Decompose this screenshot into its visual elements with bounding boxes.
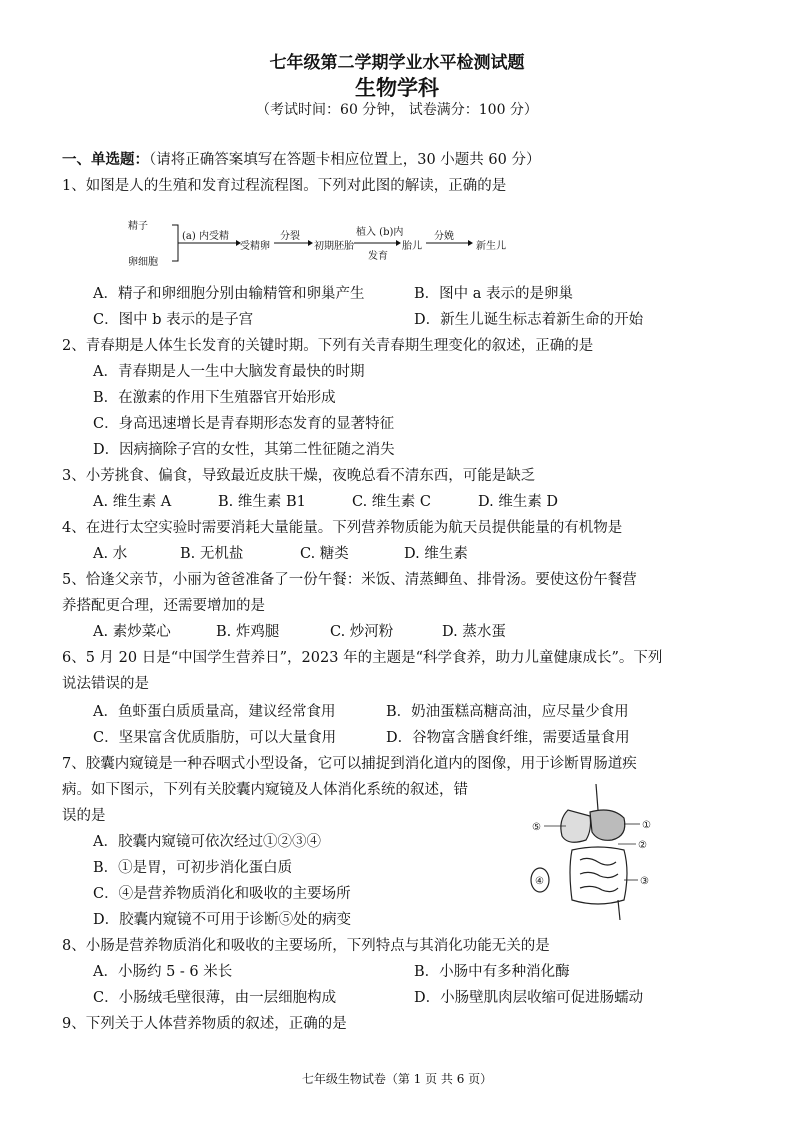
question-7-stem-cont2: 误的是 — [62, 808, 106, 824]
q8-option-d: D．小肠壁肌肉层收缩可促进肠蠕动 — [414, 990, 644, 1006]
q4-option-c: C. 糖类 — [300, 546, 349, 562]
question-3-stem: 3、小芳挑食、偏食，导致最近皮肤干燥，夜晚总看不清东西，可能是缺乏 — [62, 468, 536, 484]
flow-newborn: 新生儿 — [476, 241, 506, 252]
q1-option-a: A．精子和卵细胞分别由输精管和卵巢产生 — [93, 286, 365, 302]
q5-option-a: A. 素炒菜心 — [93, 624, 171, 640]
exam-subject: 生物学科 — [355, 75, 439, 100]
q7-option-b: B．①是胃，可初步消化蛋白质 — [93, 860, 293, 876]
q5-option-d: D. 蒸水蛋 — [442, 624, 506, 640]
q2-option-d: D．因病摘除子宫的女性，其第二性征随之消失 — [93, 442, 395, 458]
flow-zygote: 受精卵 — [240, 241, 270, 252]
q5-option-c: C. 炒河粉 — [330, 624, 394, 640]
exam-info: （考试时间：60 分钟， 试卷满分：100 分） — [256, 102, 538, 118]
question-4-stem: 4、在进行太空实验时需要消耗大量能量。下列营养物质能为航天员提供能量的有机物是 — [62, 520, 623, 536]
question-7-stem-cont: 病。如下图示，下列有关胶囊内窥镜及人体消化系统的叙述，错 — [62, 782, 468, 798]
diagram-label-1: ① — [642, 820, 651, 831]
question-5-stem: 5、恰逢父亲节，小丽为爸爸准备了一份午餐：米饭、清蒸鲫鱼、排骨汤。要使这份午餐营 — [62, 572, 637, 588]
reproduction-flowchart — [128, 213, 538, 273]
exam-title: 七年级第二学期学业水平检测试题 — [269, 53, 525, 73]
section-heading — [62, 150, 540, 170]
section-title: 一、单选题： — [62, 151, 149, 168]
q7-option-c: C．④是营养物质消化和吸收的主要场所 — [93, 886, 351, 902]
q4-option-a: A. 水 — [93, 546, 128, 562]
q1-option-b: B．图中 a 表示的是卵巢 — [414, 286, 574, 302]
flow-fetus: 胎儿 — [402, 241, 422, 252]
diagram-label-2: ② — [638, 840, 647, 851]
q6-option-d: D．谷物富含膳食纤维，需要适量食用 — [386, 730, 630, 746]
question-8-stem: 8、小肠是营养物质消化和吸收的主要场所，下列特点与其消化功能无关的是 — [62, 938, 550, 954]
digestive-system-diagram — [528, 780, 658, 940]
q3-option-d: D. 维生素 D — [478, 494, 559, 510]
q4-option-b: B. 无机盐 — [180, 546, 244, 562]
q8-option-a: A．小肠约 5 - 6 米长 — [93, 964, 233, 980]
question-5-stem-cont: 养搭配更合理，还需要增加的是 — [62, 598, 265, 614]
flow-embryo: 初期胚胎 — [314, 241, 354, 252]
q2-option-c: C．身高迅速增长是青春期形态发育的显著特征 — [93, 416, 395, 432]
q3-option-c: C. 维生素 C — [352, 494, 431, 510]
q6-option-b: B．奶油蛋糕高糖高油，应尽量少食用 — [386, 704, 629, 720]
q4-option-d: D. 维生素 — [404, 546, 468, 562]
rectum-shape — [618, 900, 620, 920]
q7-option-a: A．胶囊内窥镜可依次经过①②③④ — [93, 834, 321, 850]
q3-option-a: A. 维生素 A — [93, 494, 172, 510]
diagram-label-5: ⑤ — [532, 822, 541, 833]
esophagus-shape — [596, 784, 598, 810]
q6-option-a: A．鱼虾蛋白质质量高，建议经常食用 — [93, 704, 336, 720]
question-1-stem: 1、如图是人的生殖和发育过程流程图。下列对此图的解读，正确的是 — [62, 178, 507, 194]
q8-option-b: B．小肠中有多种消化酶 — [414, 964, 570, 980]
q2-option-b: B．在激素的作用下生殖器官开始形成 — [93, 390, 336, 406]
section-note: （请将正确答案填写在答题卡相应位置上，30 小题共 60 分） — [149, 152, 541, 168]
small-intestine-shape — [580, 858, 618, 891]
question-6-stem: 6、5 月 20 日是“中国学生营养日”，2023 年的主题是“科学食养，助力儿童健康成长”。下列 — [62, 650, 663, 666]
question-7-stem: 7、胶囊内窥镜是一种吞咽式小型设备，它可以捕捉到消化道内的图像，用于诊断胃肠道疾 — [62, 756, 637, 772]
q1-option-c: C．图中 b 表示的是子宫 — [93, 312, 254, 328]
q3-option-b: B. 维生素 B1 — [218, 494, 306, 510]
diagram-label-3: ③ — [640, 876, 649, 887]
q7-option-d: D．胶囊内窥镜不可用于诊断⑤处的病变 — [93, 912, 352, 928]
stomach-shape — [590, 810, 625, 840]
question-2-stem: 2、青春期是人体生长发育的关键时期。下列有关青春期生理变化的叙述，正确的是 — [62, 338, 594, 354]
diagram-label-4: ④ — [535, 876, 544, 887]
q6-option-c: C．坚果富含优质脂肪，可以大量食用 — [93, 730, 337, 746]
q5-option-b: B. 炸鸡腿 — [216, 624, 280, 640]
flow-birth: 分娩 — [434, 231, 454, 242]
flow-split: 分裂 — [280, 231, 300, 242]
flow-sperm: 精子 — [128, 221, 148, 232]
flow-implant: 植入 (b)内 — [356, 227, 404, 238]
flow-develop: 发育 — [368, 251, 388, 262]
page-footer: 七年级生物试卷（第 1 页 共 6 页） — [301, 1072, 493, 1086]
q2-option-a: A．青春期是人一生中大脑发育最快的时期 — [93, 364, 365, 380]
question-9-stem: 9、下列关于人体营养物质的叙述，正确的是 — [62, 1016, 347, 1032]
flow-a-label: (a) 内受精 — [182, 231, 229, 242]
q8-option-c: C．小肠绒毛壁很薄，由一层细胞构成 — [93, 990, 337, 1006]
q1-option-d: D．新生儿诞生标志着新生命的开始 — [414, 312, 644, 328]
flow-egg: 卵细胞 — [128, 257, 158, 268]
question-6-stem-cont: 说法错误的是 — [62, 676, 149, 692]
